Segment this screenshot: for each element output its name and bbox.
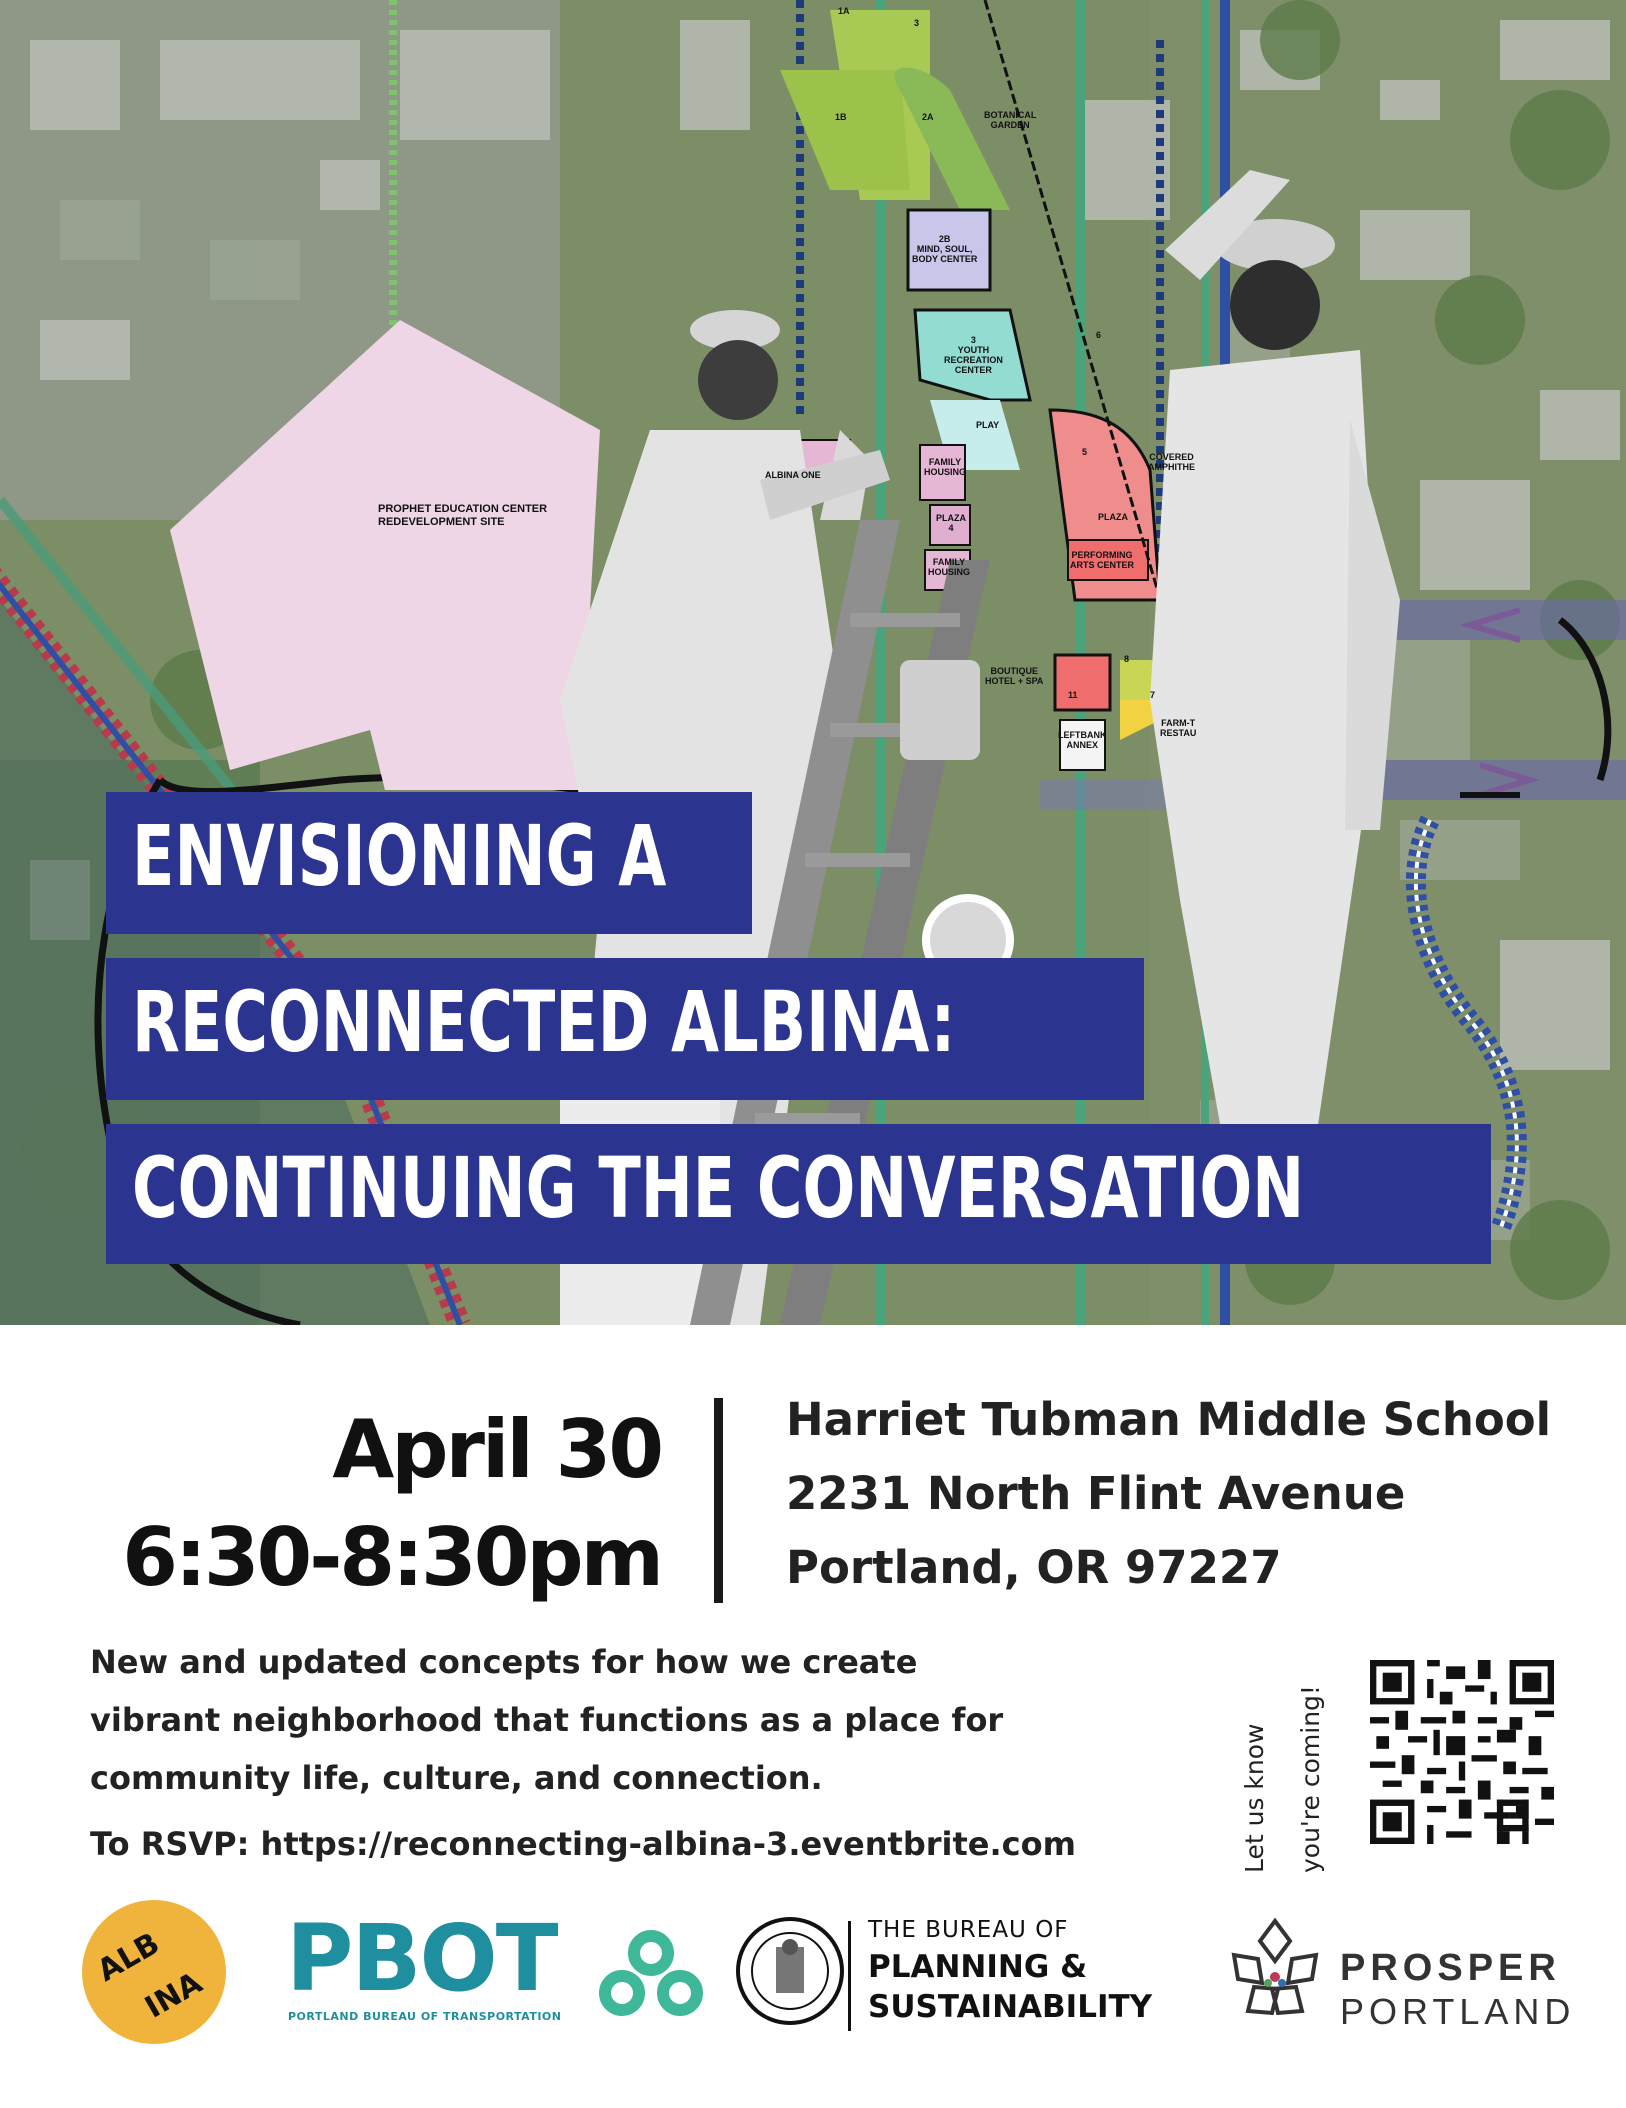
qr-code[interactable]: [1370, 1660, 1554, 1844]
title-band-1: [106, 792, 752, 934]
map-label-covered-amphitheater: COVERED AMPHITHE: [1148, 452, 1195, 472]
info-divider: [714, 1398, 723, 1603]
venue-street: 2231 North Flint Avenue: [786, 1467, 1406, 1520]
description-line-3: community life, culture, and connection.: [90, 1759, 823, 1797]
map-label-plaza: PLAZA: [1098, 512, 1128, 522]
city-flower-logo: [596, 1929, 706, 2019]
map-label-botanical: BOTANICAL GARDEN: [984, 110, 1037, 130]
rsvp-note-line-2: you're coming!: [1296, 1685, 1325, 1873]
pbot-subtitle: PORTLAND BUREAU OF TRANSPORTATION: [288, 2010, 562, 2023]
map-label-performing-arts: PERFORMING ARTS CENTER: [1070, 550, 1135, 570]
title-line-2: RECONNECTED ALBINA:: [132, 973, 956, 1071]
description-line-1: New and updated concepts for how we create: [90, 1643, 918, 1681]
map-label-boutique-hotel: BOUTIQUE HOTEL + SPA: [985, 666, 1044, 686]
event-time: 6:30-8:30pm: [122, 1511, 661, 1604]
bps-line-1: THE BUREAU OF: [868, 1917, 1069, 1943]
map-label-zone-8: 8: [1124, 654, 1130, 664]
venue-city: Portland, OR 97227: [786, 1541, 1282, 1594]
map-label-farm-restaurant: FARM-T RESTAU: [1160, 718, 1197, 738]
map-label-family-housing: FAMILY HOUSING: [924, 457, 967, 477]
rsvp-link[interactable]: To RSVP: https://reconnecting-albina-3.eventbrite.com: [90, 1825, 1076, 1863]
map-label-zone-1b: 1B: [835, 112, 847, 122]
venue-name: Harriet Tubman Middle School: [786, 1393, 1552, 1446]
map-label-zone-5: 5: [1082, 447, 1088, 457]
map-label-mind-soul: 2B MIND, SOUL, BODY CENTER: [912, 234, 978, 264]
albina-logo-text: ALB INA: [91, 1926, 209, 2026]
map-label-zone-6: 6: [1096, 330, 1102, 340]
bps-line-2: PLANNING &: [868, 1949, 1088, 1985]
map-label-zone-1a: 1A: [838, 6, 850, 16]
title-band-2: [106, 958, 1144, 1100]
map-label-albina-one: ALBINA ONE: [765, 470, 821, 480]
bps-divider: [848, 1921, 851, 2031]
map-label-leftbank-annex: LEFTBANK ANNEX: [1058, 730, 1107, 750]
rsvp-note: [1240, 1633, 1370, 1873]
description-line-2: vibrant neighborhood that functions as a place for: [90, 1701, 1004, 1739]
title-line-3: CONTINUING THE CONVERSATION: [132, 1139, 1305, 1237]
event-date: April 30: [332, 1403, 661, 1496]
title-line-1: ENVISIONING A: [132, 807, 667, 905]
map-label-family-housing-2: FAMILY HOUSING: [928, 557, 971, 577]
prosper-portland-icon: [1216, 1913, 1334, 2031]
rsvp-note-line-1: Let us know: [1240, 1723, 1269, 1873]
map-label-zone-2a: 2A: [922, 112, 934, 122]
city-seal-icon: [736, 1917, 844, 2025]
prosper-line-1: PROSPER: [1340, 1947, 1561, 1989]
bps-line-3: SUSTAINABILITY: [868, 1989, 1153, 2025]
prosper-line-2: PORTLAND: [1340, 1991, 1576, 2032]
map-label-plaza-4: PLAZA 4: [936, 513, 966, 533]
map-label-zone-7: 7: [1150, 690, 1156, 700]
map-label-youth-center: 3 YOUTH RECREATION CENTER: [944, 335, 1003, 375]
title-band-3: [106, 1124, 1491, 1264]
map-label-prophet: PROPHET EDUCATION CENTER REDEVELOPMENT SITE: [378, 503, 548, 528]
map-label-zone-11: 11: [1068, 690, 1078, 700]
event-info: [0, 1325, 1626, 2108]
map-label-zone-3-top: 3: [914, 18, 920, 28]
pbot-logo: PBOT: [286, 1905, 557, 2012]
map-label-play: PLAY: [976, 420, 1000, 430]
